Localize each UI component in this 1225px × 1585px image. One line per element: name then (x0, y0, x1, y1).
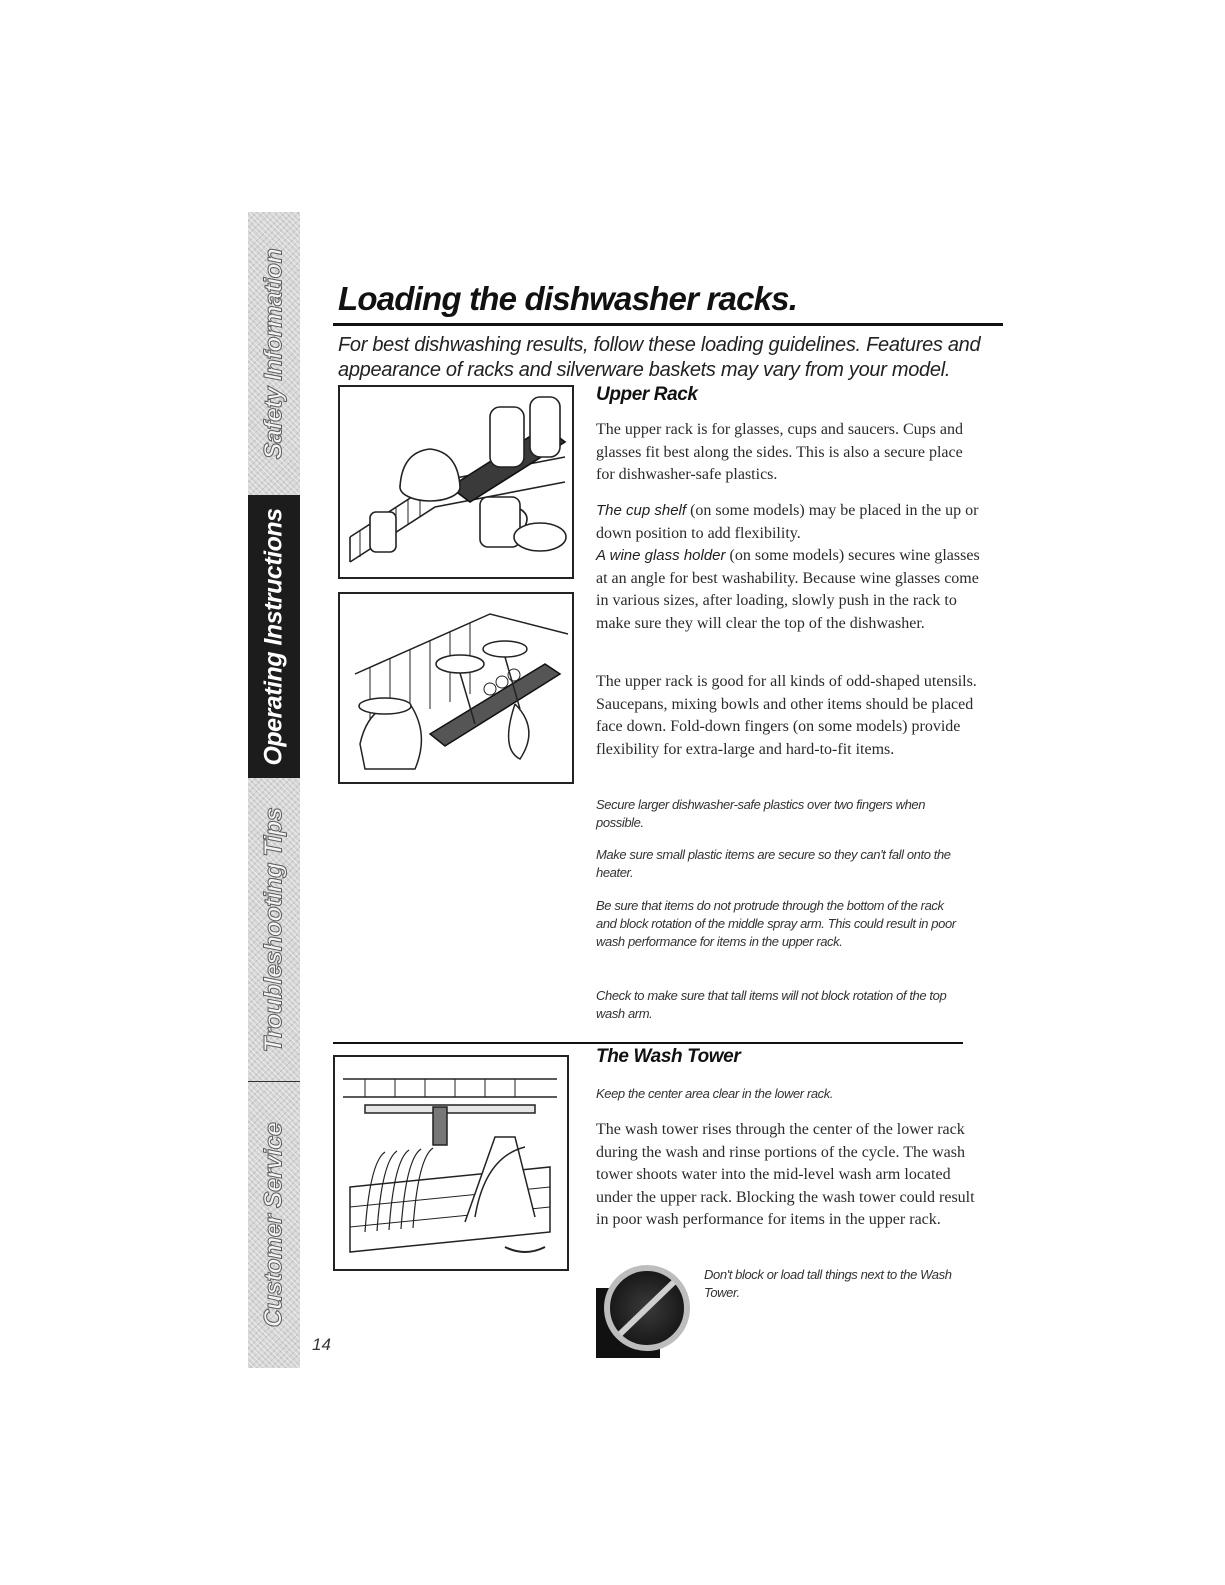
upper-rack-note-4: Check to make sure that tall items will not block rotation of the top wash arm. (596, 988, 947, 1021)
upper-rack-cups-drawing (340, 387, 572, 577)
upper-rack-para-1: The upper rack is for glasses, cups and saucers. Cups and glasses fit best along the sides. This is also a secure place for dishwasher-safe plastics. (596, 421, 964, 483)
wash-tower-body: The wash tower rises through the center of the lower rack during the wash and rinse portions of the cycle. The wash tower shoots water into the mid-level wash arm located under the upper rack. Blocking the wash tower could result in poor wash performance for items in the upper rack. (596, 1121, 975, 1228)
wine-glass-holder-illustration (338, 592, 574, 784)
upper-rack-para-3: The upper rack is good for all kinds of odd-shaped utensils. Saucepans, mixing bowls and other items should be placed face down. Fold-down fingers (on some models) provide flexibility for extra-large and hard-to-fit items. (596, 673, 977, 758)
tab-label: Troubleshooting Tips (259, 807, 288, 1052)
tab-customer-service[interactable] (248, 1081, 300, 1368)
upper-rack-note-1: Secure larger dishwasher-safe plastics over two fingers when possible. (596, 797, 926, 830)
wash-tower-drawing (335, 1057, 567, 1269)
wash-tower-rule (333, 1042, 963, 1044)
prohibit-icon-graphic (596, 1262, 690, 1358)
wine-glass-holder-drawing (340, 594, 572, 782)
wine-glass-para (596, 545, 981, 635)
upper-rack-heading: Upper Rack (596, 384, 698, 405)
tab-label: Safety Information (259, 248, 288, 459)
page-subtitle: For best dishwashing results, follow these loading guidelines. Features and appearance of racks and silverware baskets may vary from your model. (338, 334, 981, 381)
upper-rack-cups-illustration (338, 385, 574, 579)
tab-troubleshooting-tips[interactable] (248, 778, 300, 1081)
title-rule (333, 323, 1003, 326)
wine-glass-lead: A wine glass holder (596, 547, 726, 564)
tab-operating-instructions[interactable] (248, 495, 300, 778)
tab-safety-information[interactable] (248, 212, 300, 495)
prohibit-icon (596, 1262, 690, 1358)
section-tab-strip (248, 212, 300, 1367)
upper-rack-note-2: Make sure small plastic items are secure so they can't fall onto the heater. (596, 847, 951, 880)
cup-shelf-text: (on some models) may be placed in the up or down position to add flexibility. (596, 502, 979, 542)
tab-label: Customer Service (259, 1122, 288, 1328)
tab-label: Operating Instructions (259, 507, 288, 766)
wash-tower-illustration (333, 1055, 569, 1271)
cup-shelf-para (596, 500, 981, 545)
wine-glass-text: (on some models) secures wine glasses at an angle for best washability. Because wine glasses come in various sizes, after loading, slowly push in the rack to make sure they will clear the top of the dishwasher. (596, 547, 980, 632)
wash-tower-heading: The Wash Tower (596, 1046, 741, 1067)
page-title: Loading the dishwasher racks. (338, 280, 798, 317)
upper-rack-note-3: Be sure that items do not protrude through the bottom of the rack and block rotation of the middle spray arm. This could result in poor wash performance for items in the upper rack. (596, 898, 956, 949)
cup-shelf-lead: The cup shelf (596, 502, 687, 519)
wash-tower-caution: Don't block or load tall things next to the Wash Tower. (704, 1267, 952, 1300)
page-number: 14 (312, 1335, 331, 1354)
wash-tower-note: Keep the center area clear in the lower rack. (596, 1086, 834, 1101)
